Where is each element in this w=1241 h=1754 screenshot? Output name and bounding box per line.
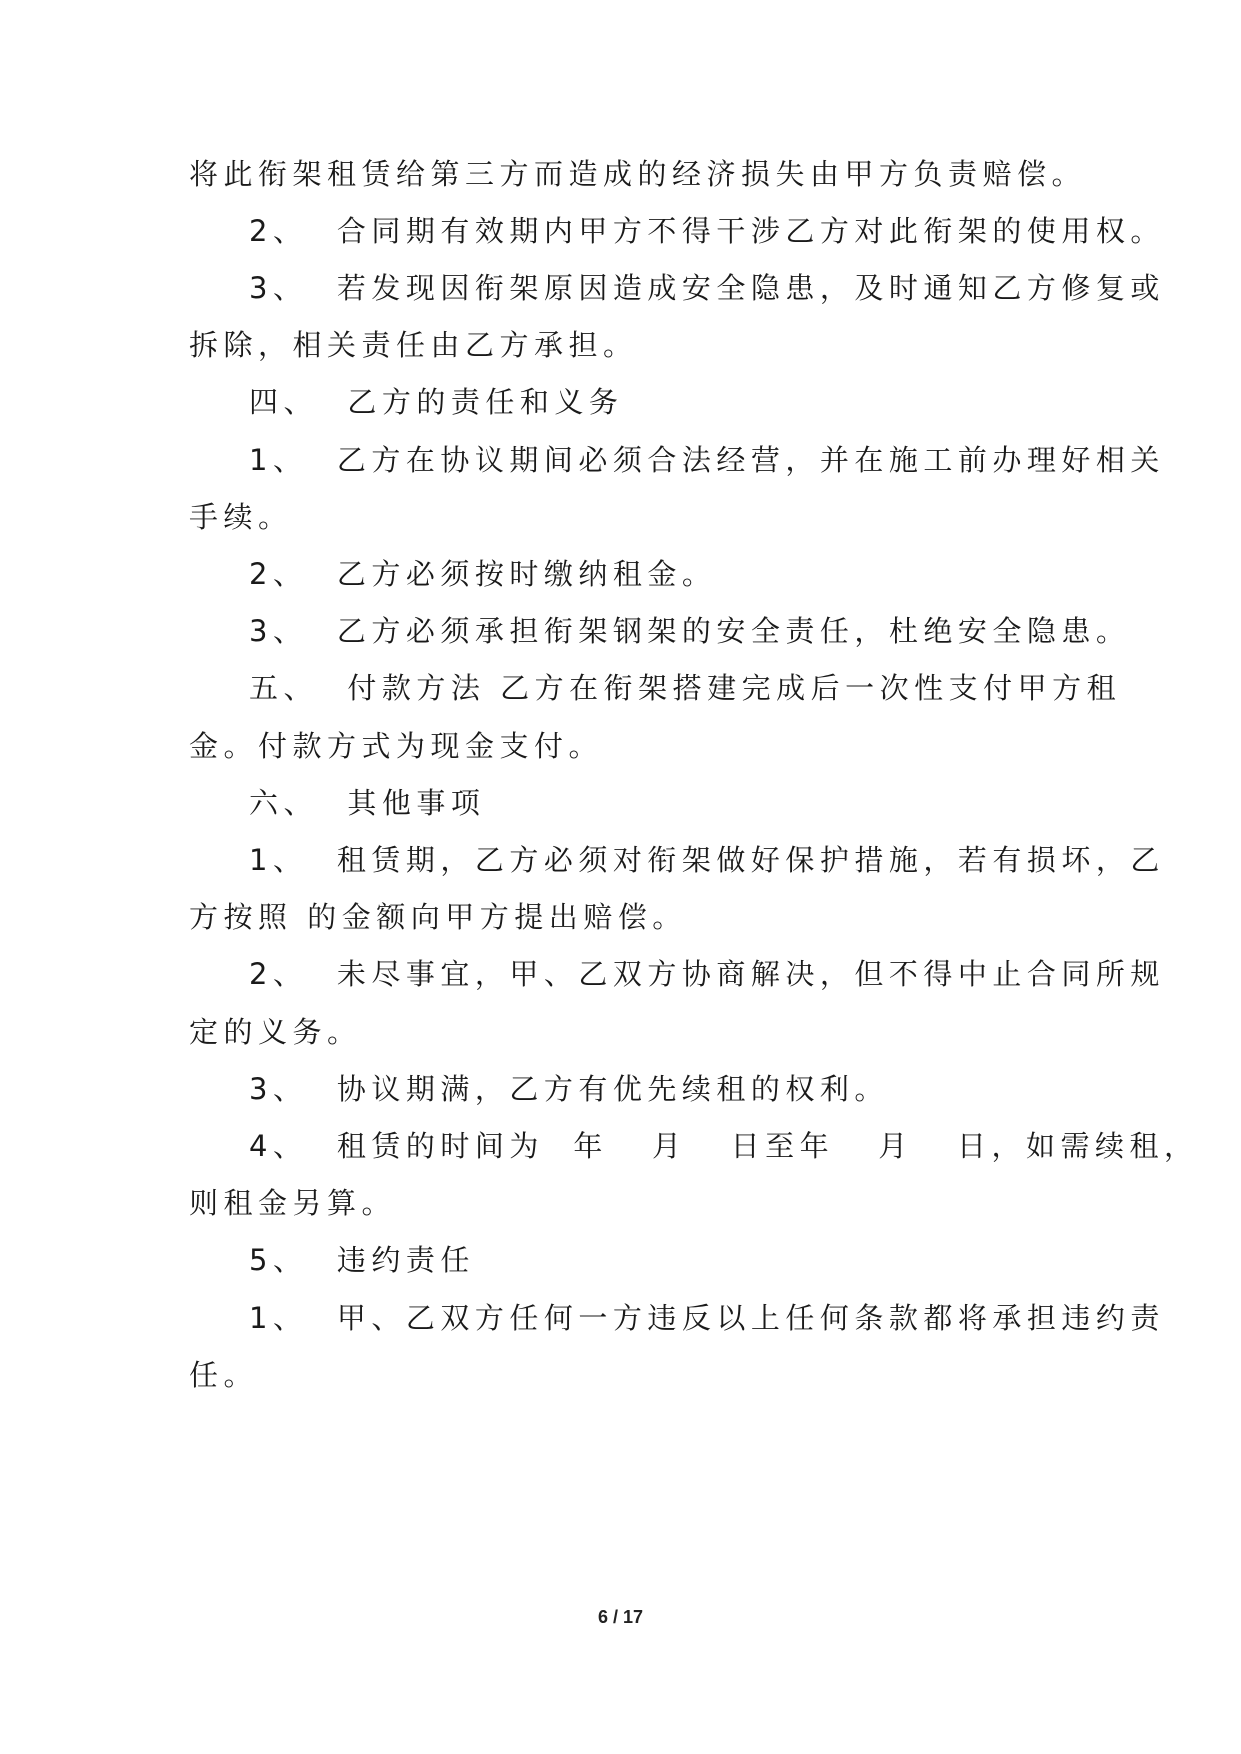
section-heading: 5、 违约责任 bbox=[249, 1243, 475, 1277]
section-heading: 五、 付款方法 乙方在衔架搭建完成后一次性支付甲方租 bbox=[249, 671, 1122, 705]
paragraph-line: 定的义务。 bbox=[189, 1015, 362, 1049]
page-number: 6 / 17 bbox=[597, 1607, 644, 1627]
paragraph-line: 1、 乙方在协议期间必须合法经营，并在施工前办理好相关 bbox=[249, 443, 1165, 477]
paragraph-line: 1、 甲、乙双方任何一方违反以上任何条款都将承担违约责 bbox=[249, 1301, 1165, 1335]
section-heading: 六、 其他事项 bbox=[249, 786, 486, 820]
paragraph-line: 拆除，相关责任由乙方承担。 bbox=[189, 328, 638, 362]
paragraph-line: 金。付款方式为现金支付。 bbox=[189, 729, 604, 763]
paragraph-line: 手续。 bbox=[189, 500, 293, 534]
paragraph-line: 任。 bbox=[189, 1358, 259, 1392]
paragraph-line: 方按照 的金额向甲方提出赔偿。 bbox=[189, 900, 687, 934]
paragraph-line: 2、 合同期有效期内甲方不得干涉乙方对此衔架的使用权。 bbox=[249, 214, 1165, 248]
paragraph-line: 2、 乙方必须按时缴纳租金。 bbox=[249, 557, 717, 591]
paragraph-line: 4、 租赁的时间为 年 月 日至年 月 日，如需续租， bbox=[249, 1129, 1199, 1163]
paragraph-line: 3、 若发现因衔架原因造成安全隐患，及时通知乙方修复或 bbox=[249, 271, 1165, 305]
paragraph-line: 3、 乙方必须承担衔架钢架的安全责任，杜绝安全隐患。 bbox=[249, 614, 1131, 648]
section-heading: 四、 乙方的责任和义务 bbox=[249, 385, 624, 419]
paragraph-line: 将此衔架租赁给第三方而造成的经济损失由甲方负责赔偿。 bbox=[189, 157, 1087, 191]
paragraph-line: 1、 租赁期，乙方必须对衔架做好保护措施，若有损坏，乙 bbox=[249, 843, 1165, 877]
paragraph-line: 3、 协议期满，乙方有优先续租的权利。 bbox=[249, 1072, 889, 1106]
paragraph-line: 2、 未尽事宜，甲、乙双方协商解决，但不得中止合同所规 bbox=[249, 957, 1165, 991]
paragraph-line: 则租金另算。 bbox=[189, 1186, 397, 1220]
